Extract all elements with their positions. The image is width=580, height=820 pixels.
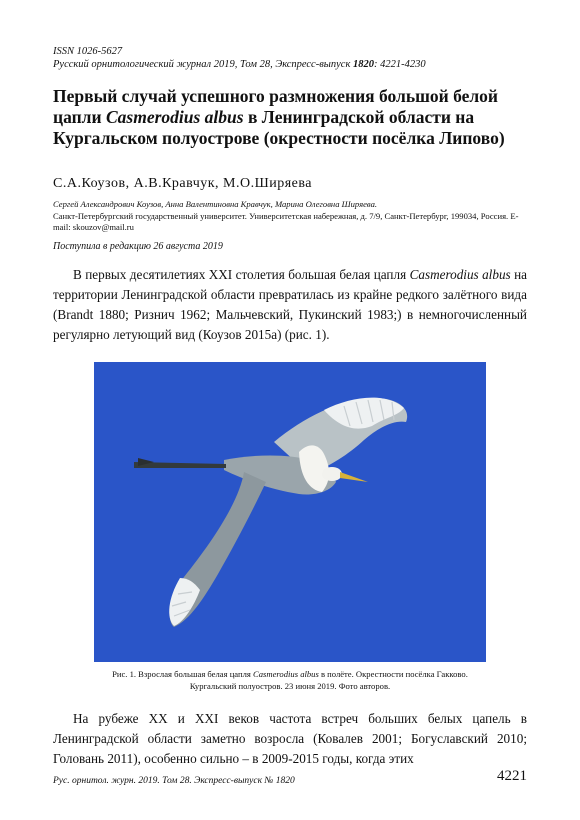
issn-line: ISSN 1026-5627 [53,46,123,57]
p1-text-a: В первых десятилетиях XXI столетия большая белая цапля [73,267,410,282]
affiliation [53,199,533,234]
affiliation-address: Санкт-Петербургский государственный университет. Университетская набережная, д. 7/9, Санкт-Петербург, 199034, Россия. E-mail: skouzov@mail.ru [53,210,519,232]
title-text-2: в Ленинградской области на Кургальском полуострове (окрестности посёлка Липово) [53,107,505,148]
heron-illustration [94,362,486,662]
caption-text-b: в полёте. Окрестности посёлка Гакково. Кургальский полуостров. 23 июня 2019. Фото авторов. [189,669,468,691]
heron-photo [94,362,486,662]
author-full-names: Сергей Александрович Коузов, Анна Валентиновна Кравчук, Марина Олеговна Ширяева. [53,199,378,209]
issue-number: 1820 [353,59,374,70]
body-paragraph-2: На рубеже XX и XXI веков частота встреч больших белых цапель в Ленинградской области заметно возросла (Ковалев 2001; Богуславский 2010; Головань 2011), особенно сильно – в 2009-2015 годы, когда этих [53,711,527,766]
authors-line: С.А.Коузов, А.В.Кравчук, М.О.Ширяева [53,176,313,191]
title-species: Casmerodius albus [105,107,244,127]
caption-text-a: Рис. 1. Взрослая большая белая цапля [112,669,253,679]
journal-line [53,58,426,71]
article-title [53,86,533,149]
page-number: 4221 [497,768,527,784]
page-range: : 4221-4230 [374,59,426,70]
body-paragraph-1 [53,265,527,345]
journal-header [53,45,426,71]
caption-species: Casmerodius albus [253,669,319,679]
p1-text-b: на территории Ленинградской области превратилась из крайне редкого залётного вида (Brandt 1880; Ризнич 1962; Мальчевский, Пукинский 1983;) в немногочисленный регулярно летующий вид (Коузов 2015а) (рис. 1). [53,267,527,342]
received-date: Поступила в редакцию 26 августа 2019 [53,241,223,252]
p1-species: Casmerodius albus [409,267,511,282]
title-text-1: Первый случай успешного размножения большой белой цапли [53,86,499,127]
footer-citation: Рус. орнитол. журн. 2019. Том 28. Экспресс-выпуск № 1820 [53,776,295,786]
journal-name: Русский орнитологический журнал 2019, Том 28, Экспресс-выпуск [53,59,353,70]
figure-caption [94,668,486,692]
